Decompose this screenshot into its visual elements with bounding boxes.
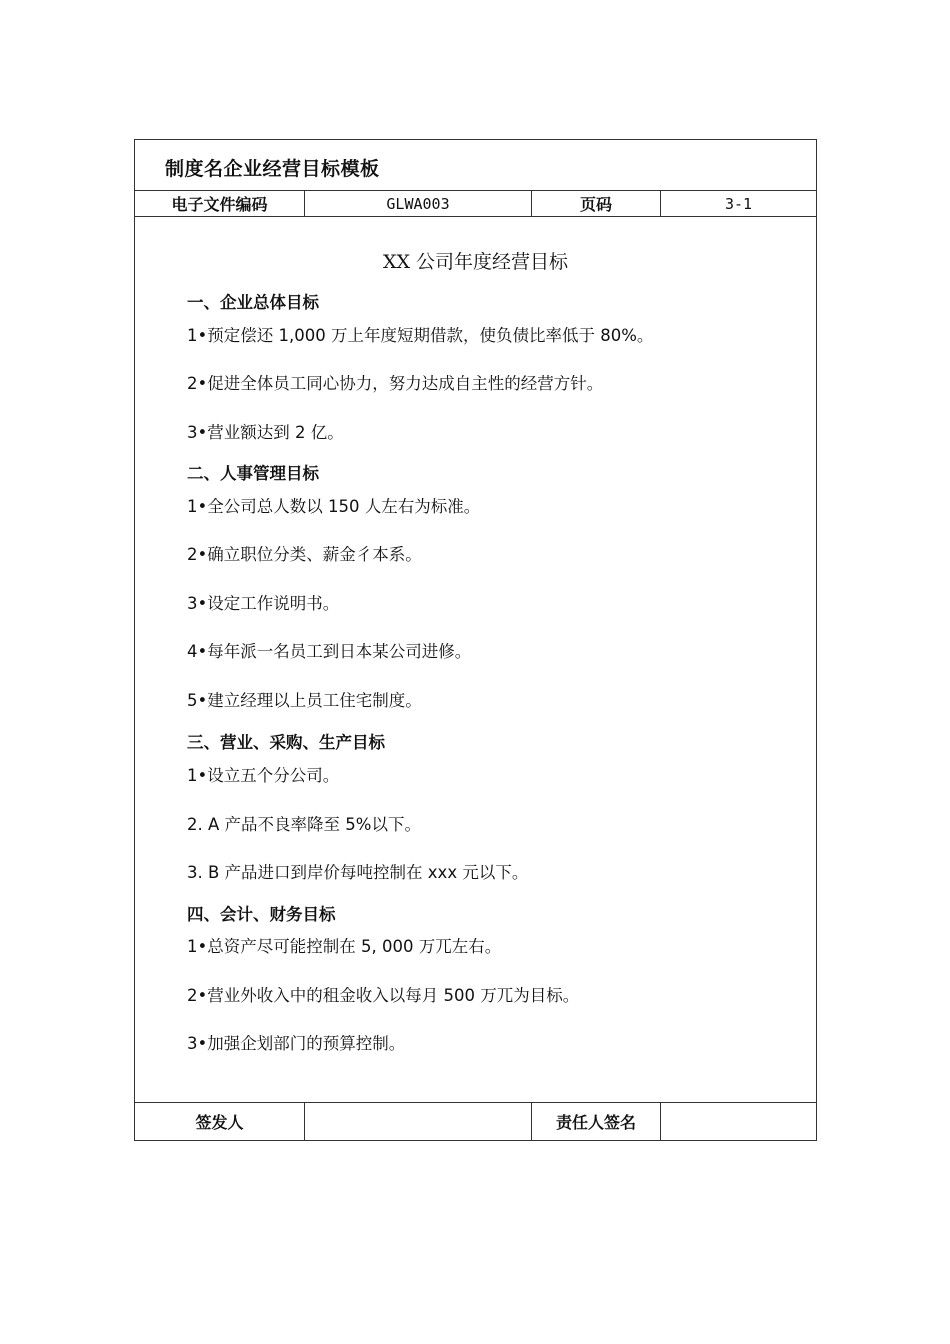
page-value: 3-1 xyxy=(724,194,753,213)
list-item: 3•营业额达到 2 亿。 xyxy=(187,423,344,442)
file-code-label: 电子文件编码 xyxy=(135,191,305,216)
list-item: 3•设定工作说明书。 xyxy=(187,594,340,613)
list-item: 3•加强企划部门的预算控制。 xyxy=(187,1034,406,1053)
list-item: 4•每年派一名员工到日本某公司进修。 xyxy=(187,642,472,661)
issuer-field[interactable] xyxy=(305,1103,532,1140)
document-title: 制度名企业经营目标模板 xyxy=(165,158,380,180)
title-row xyxy=(135,140,816,191)
meta-row xyxy=(135,191,816,217)
content-body xyxy=(135,217,816,1104)
list-item: 5•建立经理以上员工住宅制度。 xyxy=(187,691,422,710)
list-item: 1•预定偿还 1,000 万上年度短期借款，使负债比率低于 80%。 xyxy=(187,326,654,345)
main-title: XX 公司年度经营目标 xyxy=(382,251,569,273)
page-label: 页码 xyxy=(532,191,661,216)
signature-row xyxy=(135,1102,816,1140)
document-form xyxy=(134,139,817,1141)
list-item: 2•营业外收入中的租金收入以每月 500 万兀为目标。 xyxy=(187,986,580,1005)
list-item: 3. B 产品进口到岸价每吨控制在 xxx 元以下。 xyxy=(187,863,529,882)
list-item: 2•促进全体员工同心协力，努力达成自主性的经营方针。 xyxy=(187,374,604,393)
list-item: 1•设立五个分公司。 xyxy=(187,766,340,785)
file-code-value: GLWA003 xyxy=(305,191,532,216)
list-item: 1•总资产尽可能控制在 5, 000 万兀左右。 xyxy=(187,937,502,956)
section-heading: 四、会计、财务目标 xyxy=(187,905,336,924)
issuer-label: 签发人 xyxy=(135,1103,305,1140)
section-heading: 一、企业总体目标 xyxy=(187,293,319,312)
section-heading: 二、人事管理目标 xyxy=(187,464,319,483)
list-item: 1•全公司总人数以 150 人左右为标准。 xyxy=(187,497,481,516)
responsible-signature-field[interactable] xyxy=(661,1103,816,1140)
section-heading: 三、营业、采购、生产目标 xyxy=(187,733,385,752)
list-item: 2•确立职位分类、薪金彳本系。 xyxy=(187,545,422,564)
list-item: 2. A 产品不良率降至 5%以下。 xyxy=(187,815,421,834)
responsible-label: 责任人签名 xyxy=(532,1103,661,1140)
